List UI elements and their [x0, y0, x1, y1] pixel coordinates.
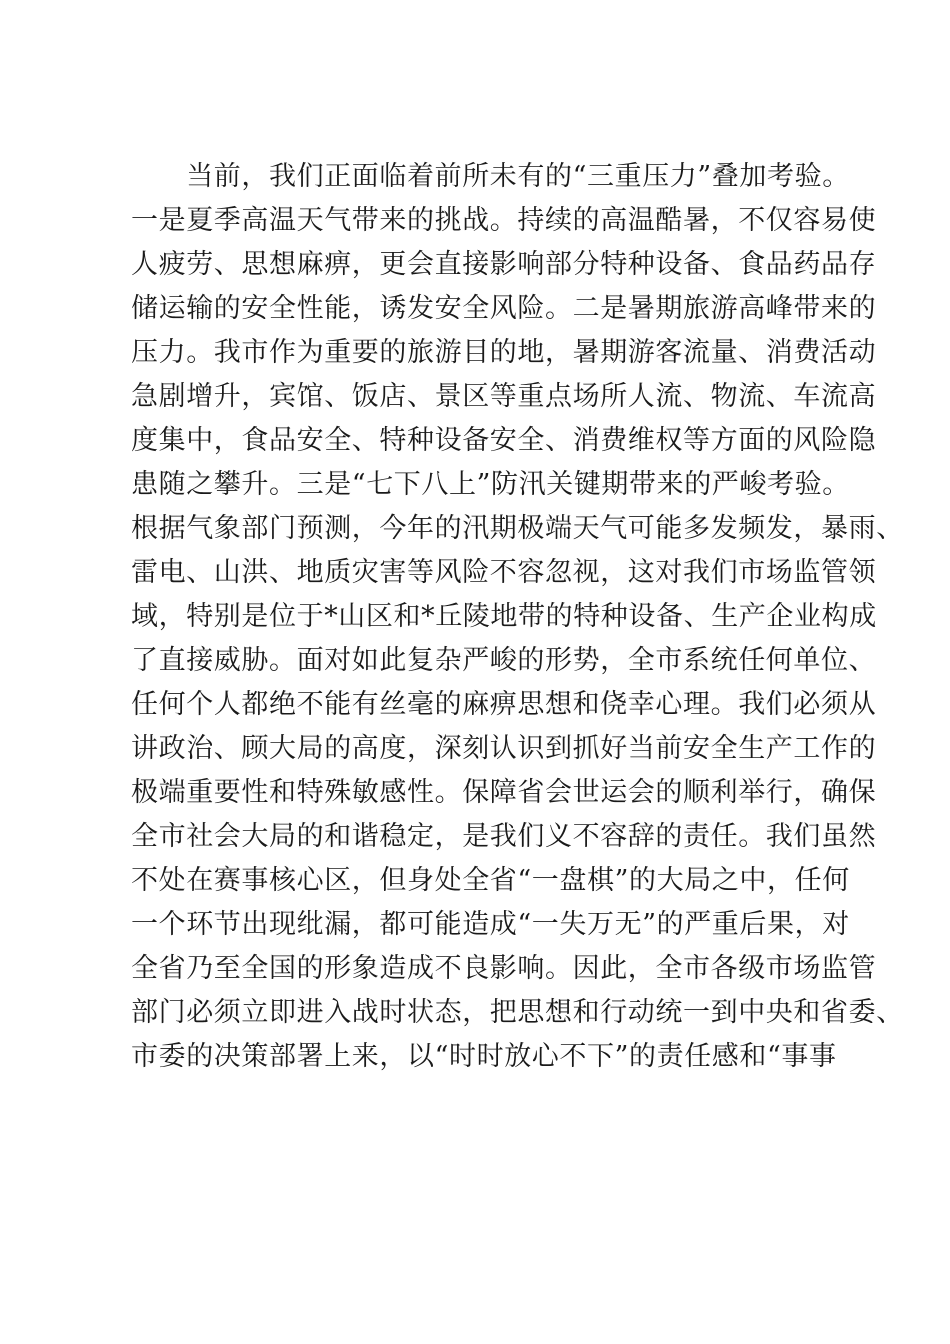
text-line: 全省乃至全国的形象造成不良影响。因此，全市各级市场监管	[131, 953, 877, 984]
text-line: 当前，我们正面临着前所未有的“三重压力”叠加考验。	[131, 161, 850, 192]
text-line: 人疲劳、思想麻痹，更会直接影响部分特种设备、食品药品存	[131, 249, 877, 280]
text-line: 了直接威胁。面对如此复杂严峻的形势，全市系统任何单位、	[131, 645, 877, 676]
text-line: 急剧增升，宾馆、饭店、景区等重点场所人流、物流、车流高	[131, 381, 877, 412]
text-line: 雷电、山洪、地质灾害等风险不容忽视，这对我们市场监管领	[131, 557, 877, 588]
text-line: 患随之攀升。三是“七下八上”防汛关键期带来的严峻考验。	[131, 469, 850, 500]
text-line: 度集中，食品安全、特种设备安全、消费维权等方面的风险隐	[131, 425, 877, 456]
text-line: 一个环节出现纰漏，都可能造成“一失万无”的严重后果，对	[131, 909, 850, 940]
text-line: 域，特别是位于*山区和*丘陵地带的特种设备、生产企业构成	[131, 601, 877, 632]
text-line: 任何个人都绝不能有丝毫的麻痹思想和侥幸心理。我们必须从	[131, 689, 877, 720]
text-line: 不处在赛事核心区，但身处全省“一盘棋”的大局之中，任何	[131, 865, 850, 896]
text-line: 市委的决策部署上来，以“时时放心不下”的责任感和“事事	[131, 1041, 837, 1072]
text-line: 讲政治、顾大局的高度，深刻认识到抓好当前安全生产工作的	[131, 733, 877, 764]
text-line: 全市社会大局的和谐稳定，是我们义不容辞的责任。我们虽然	[131, 821, 877, 852]
text-line: 根据气象部门预测，今年的汛期极端天气可能多发频发，暴雨、	[131, 513, 904, 544]
text-line: 部门必须立即进入战时状态，把思想和行动统一到中央和省委、	[131, 997, 904, 1028]
text-line: 极端重要性和特殊敏感性。保障省会世运会的顺利举行，确保	[131, 777, 877, 808]
text-line: 压力。我市作为重要的旅游目的地，暑期游客流量、消费活动	[131, 337, 877, 368]
text-line: 储运输的安全性能，诱发安全风险。二是暑期旅游高峰带来的	[131, 293, 877, 324]
text-line: 一是夏季高温天气带来的挑战。持续的高温酷暑，不仅容易使	[131, 205, 877, 236]
body-paragraph	[131, 155, 904, 1079]
